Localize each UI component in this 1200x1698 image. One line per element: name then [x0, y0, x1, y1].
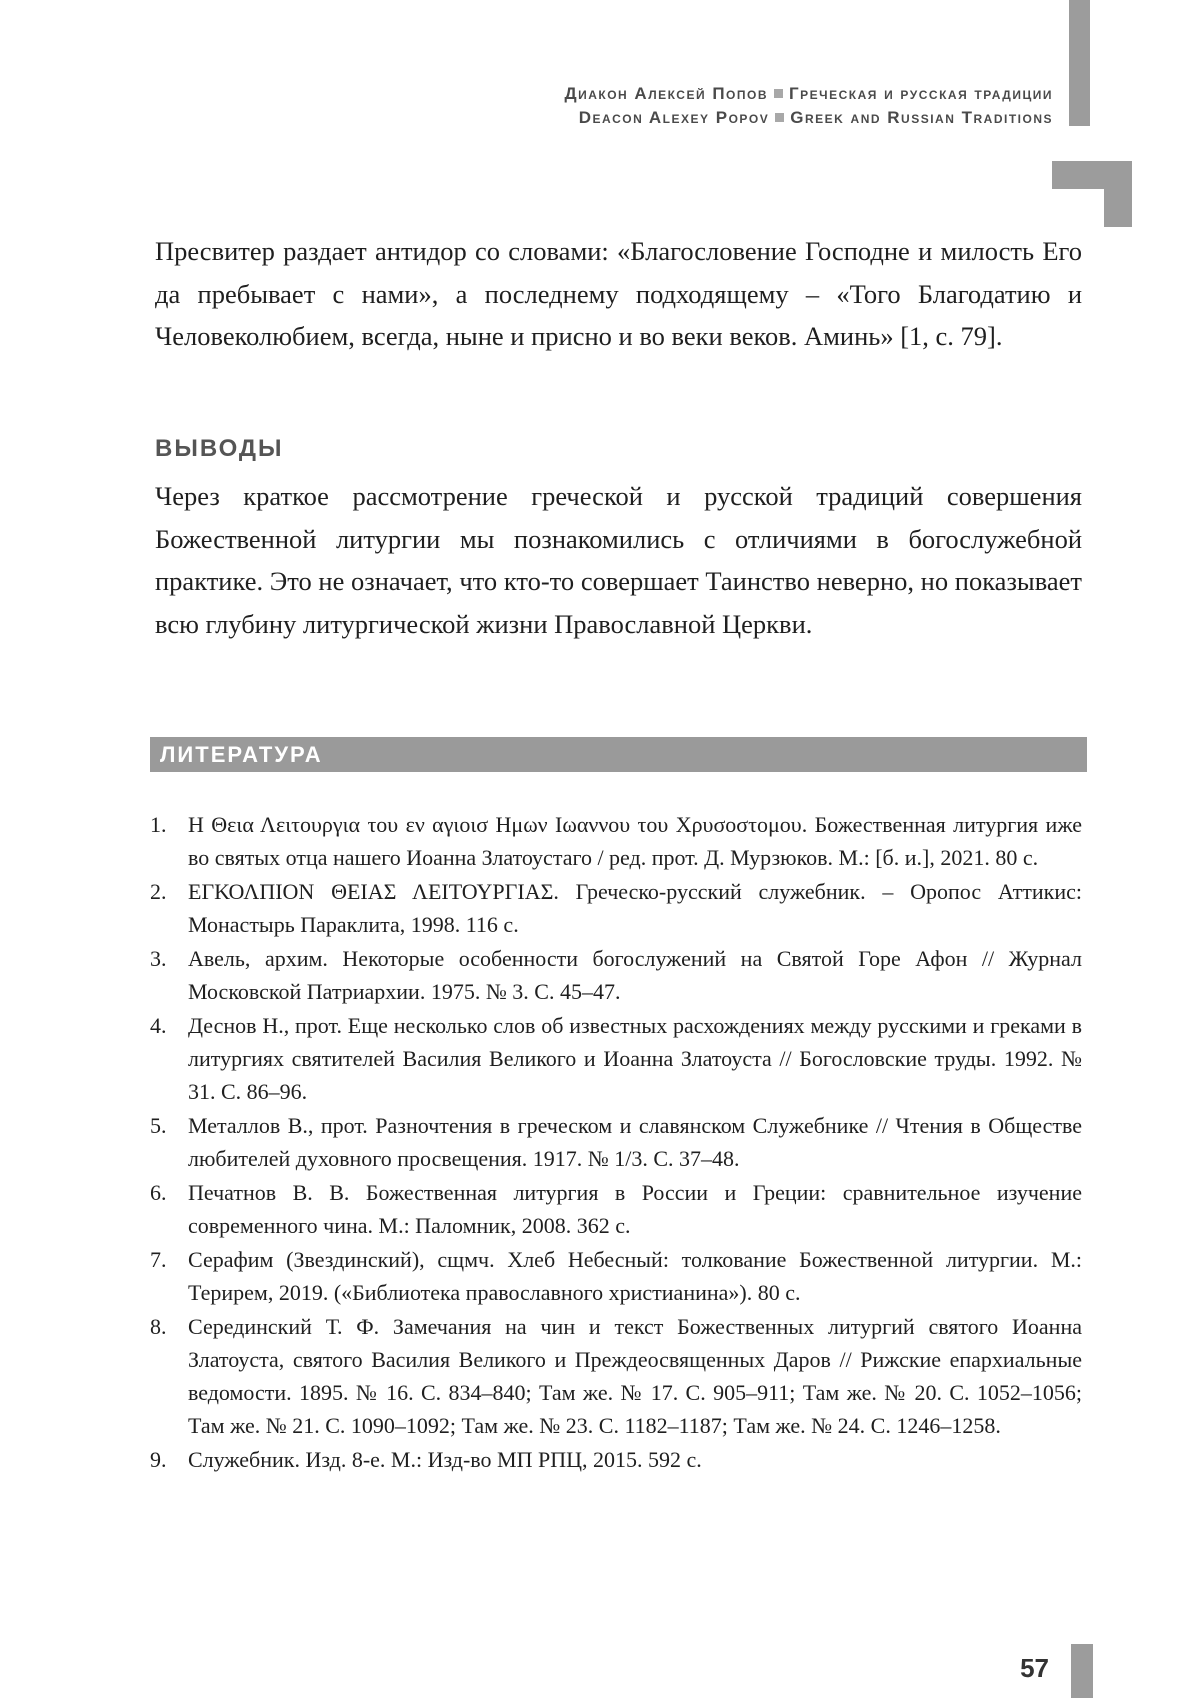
running-header-line-en: [564, 106, 1053, 130]
running-header-line-ru: [564, 82, 1053, 106]
reference-item: [150, 1243, 1082, 1309]
reference-number: 1.: [150, 812, 167, 837]
reference-text: Η Θεια Λειτουργια του εν αγιοισ Ημων Ιωαννου του Χρυσοστομου. Божественная литургия иже во святых отца нашего Иоанна Златоустаго / ред. прот. Д. Мурзюков. М.: [б. и.], 2021. 80 с.: [188, 812, 1082, 870]
page-number: 57: [1020, 1653, 1049, 1683]
reference-number: 6.: [150, 1180, 167, 1205]
reference-number: 9.: [150, 1447, 167, 1472]
body-paragraph-antidoron: Пресвитер раздает антидор со словами: «Благословение Господне и милость Его да пребывает с нами», а последнему подходящему – «Того Благодатию и Человеколюбием, всегда, ныне и присно и во веки веков. Аминь» [1, с. 79].: [155, 236, 1082, 351]
literature-heading-banner: [150, 737, 1087, 772]
reference-number: 2.: [150, 879, 167, 904]
reference-number: 7.: [150, 1247, 167, 1272]
reference-number: 3.: [150, 946, 167, 971]
header-author-ru: Диакон Алексей Попов: [564, 84, 768, 103]
reference-item: [150, 1009, 1082, 1108]
decorative-bottom-bar: [1071, 1644, 1093, 1698]
header-author-en: Deacon Alexey Popov: [578, 108, 770, 127]
reference-text: Авель, архим. Некоторые особенности богослужений на Святой Горе Афон // Журнал Московской Патриархии. 1975. № 3. С. 45–47.: [188, 946, 1082, 1004]
reference-text: Металлов В., прот. Разночтения в греческом и славянском Служебнике // Чтения в Обществе любителей духовного просвещения. 1917. № 1/3. С. 37–48.: [188, 1113, 1082, 1171]
reference-text: Серафим (Звездинский), сщмч. Хлеб Небесный: толкование Божественной литургии. М.: Терирем, 2019. («Библиотека православного христианина»). 80 с.: [188, 1247, 1082, 1305]
reference-list: [150, 808, 1082, 1477]
square-separator-icon: [775, 113, 784, 122]
reference-item: [150, 942, 1082, 1008]
reference-text: Служебник. Изд. 8-е. М.: Изд-во МП РПЦ, 2015. 592 с.: [188, 1447, 702, 1472]
reference-item: [150, 1176, 1082, 1242]
running-header: [564, 82, 1053, 130]
reference-text: ΕΓΚΟΛΠΙΟΝ ΘΕΙΑΣ ΛΕΙΤΟΥΡΓΙΑΣ. Греческо-русский служебник. – Оропос Аттикис: Монастырь Параклита, 1998. 116 с.: [188, 879, 1082, 937]
reference-text: Деснов Н., прот. Еще несколько слов об известных расхождениях между русскими и греками в литургиях святителей Василия Великого и Иоанна Златоуста // Богословские труды. 1992. № 31. С. 86–96.: [188, 1013, 1082, 1104]
reference-number: 4.: [150, 1013, 167, 1038]
reference-text: Печатнов В. В. Божественная литургия в России и Греции: сравнительное изучение современного чина. М.: Паломник, 2008. 362 с.: [188, 1180, 1082, 1238]
reference-item: [150, 1443, 1082, 1476]
header-title-en: Greek and Russian Traditions: [790, 108, 1053, 127]
reference-item: [150, 1310, 1082, 1442]
square-separator-icon: [774, 89, 783, 98]
reference-number: 5.: [150, 1113, 167, 1138]
reference-item: [150, 875, 1082, 941]
header-title-ru: Греческая и русская традиции: [789, 84, 1053, 103]
reference-item: [150, 1109, 1082, 1175]
literature-heading: ЛИТЕРАТУРА: [160, 742, 323, 767]
reference-number: 8.: [150, 1314, 167, 1339]
reference-text: Серединский Т. Ф. Замечания на чин и текст Божественных литургий святого Иоанна Златоуста, святого Василия Великого и Преждеосвященных Даров // Рижские епархиальные ведомости. 1895. № 16. С. 834–840; Там же. № 17. С. 905–911; Там же. № 20. С. 1052–1056; Там же. № 21. С. 1090–1092; Там же. № 23. С. 1182–1187; Там же. № 24. С. 1246–1258.: [188, 1314, 1082, 1438]
reference-item: [150, 808, 1082, 874]
decorative-corner-mark-vertical: [1104, 161, 1132, 227]
conclusions-heading: ВЫВОДЫ: [155, 435, 284, 462]
body-paragraph-conclusions: Через краткое рассмотрение греческой и русской традиций совершения Божественной литургии мы познакомились с отличиями в богослужебной практике. Это не означает, что кто-то совершает Таинство неверно, но показывает всю глубину литургической жизни Православной Церкви.: [155, 481, 1082, 639]
decorative-top-bar: [1069, 0, 1090, 126]
